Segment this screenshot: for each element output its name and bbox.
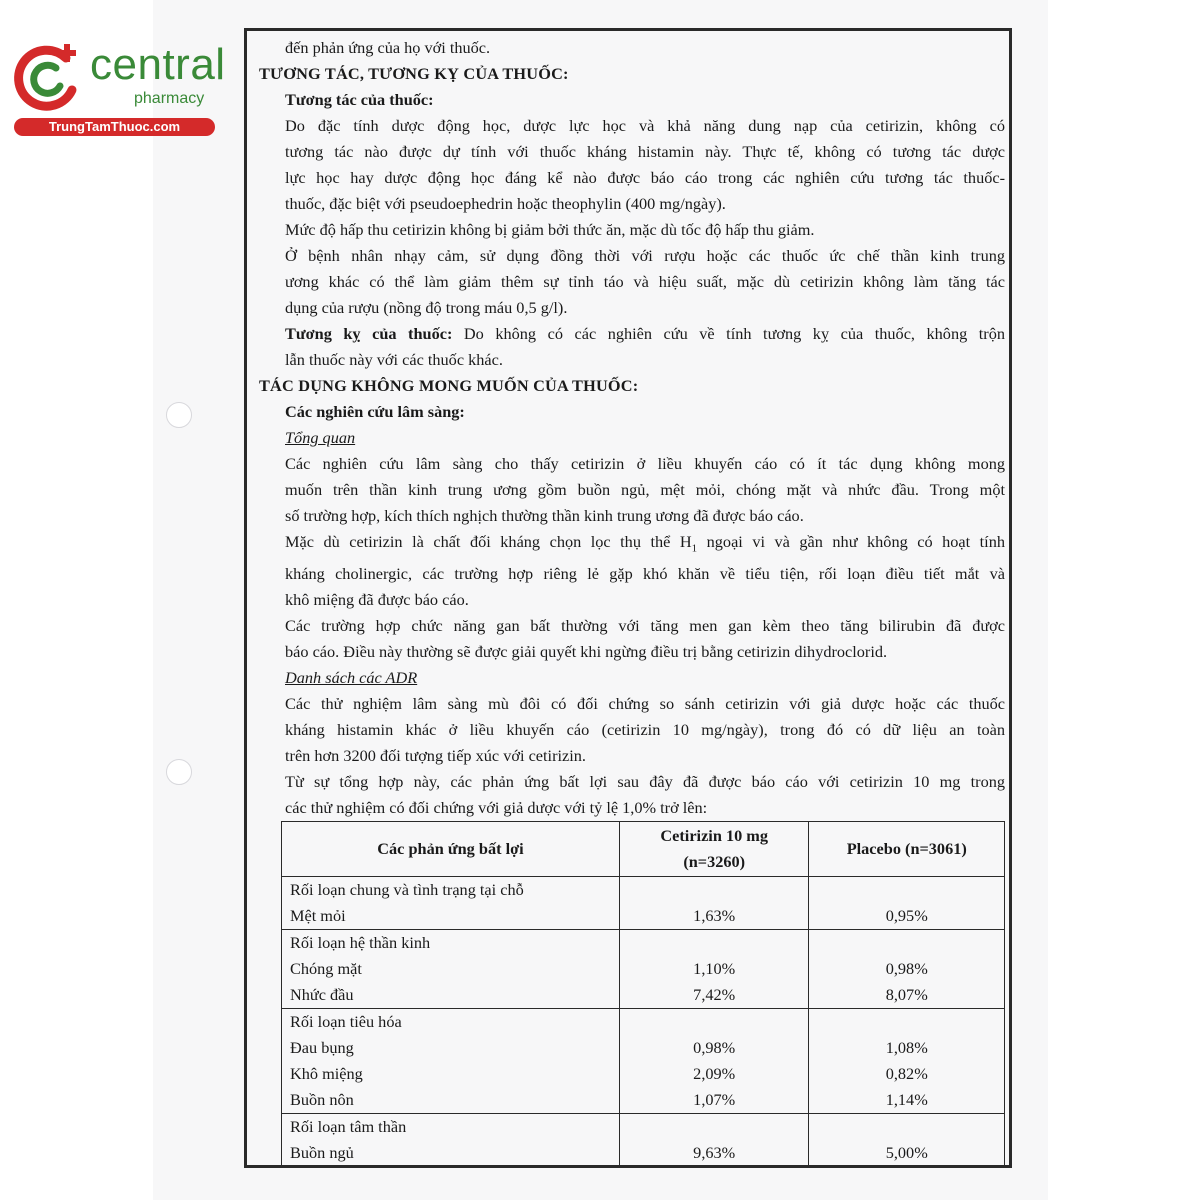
- cetirizin-value: 9,63%: [693, 1143, 736, 1162]
- placebo-value: 5,00%: [885, 1143, 928, 1162]
- text-fragment: kháng cholinergic, các trường hợp riêng lẻ gặp khó khăn về tiểu tiện, rối loạn điều tiết mắt và: [285, 564, 1005, 584]
- reaction-name: Buồn nôn: [290, 1090, 354, 1109]
- group-label: Rối loạn chung và tình trạng tại chỗ: [290, 880, 524, 899]
- section-heading: [259, 61, 1005, 87]
- binder-hole: [166, 759, 192, 785]
- spacer: [809, 1009, 1004, 1035]
- header-placebo: Placebo (n=3061): [809, 822, 1005, 877]
- text-fragment: Tổng quan: [285, 428, 356, 447]
- text-fragment: ương khác có thể làm giảm thêm sự tỉnh táo và hiệu suất, mặc dù cetirizin không làm tăng tác: [285, 272, 1005, 291]
- text-line: [259, 529, 1005, 561]
- placebo-value: 8,07%: [885, 985, 928, 1004]
- text-line: [259, 451, 1005, 477]
- document-frame: [244, 28, 1012, 1168]
- brand-name: central: [90, 40, 226, 89]
- group-label: Rối loạn tâm thần: [290, 1117, 407, 1136]
- text-line: [259, 795, 1005, 821]
- header-cetirizin: [619, 822, 809, 877]
- text-fragment: thuốc, đặc biệt với pseudoephedrin hoặc theophylin (400 mg/ngày).: [285, 194, 726, 213]
- text-fragment: báo cáo. Điều này thường sẽ được giải quyết khi ngừng điều trị bằng cetirizin dihydroclorid.: [285, 642, 888, 662]
- text-fragment: Danh sách các ADR: [285, 668, 418, 688]
- text-fragment: Do đặc tính dược động học, dược lực học và khả năng dung nạp của cetirizin, không có: [285, 116, 1005, 135]
- table-row: [282, 930, 1005, 1009]
- text-line: [259, 113, 1005, 139]
- text-line: [259, 587, 1005, 613]
- binder-hole: [166, 402, 192, 428]
- text-fragment: Các thử nghiệm lâm sàng mù đôi có đối chứng so sánh cetirizin với giả dược hoặc các thuốc: [285, 694, 1005, 714]
- text-line: [259, 269, 1005, 295]
- adr-table: [281, 821, 1005, 1167]
- subscript: 1: [691, 542, 698, 555]
- table-header-row: [282, 822, 1005, 877]
- text-fragment: Mặc dù cetirizin là chất đối kháng chọn lọc thụ thể H: [285, 532, 692, 551]
- text-line: [259, 561, 1005, 587]
- text-fragment: Các nghiên cứu lâm sàng cho thấy cetirizin ở liều khuyến cáo có ít tác dụng không mong: [285, 454, 1005, 473]
- text-line: [259, 769, 1005, 795]
- cetirizin-value: 2,09%: [693, 1064, 736, 1083]
- text-fragment: dụng của rượu (nồng độ trong máu 0,5 g/l).: [285, 298, 568, 317]
- placebo-value: 1,14%: [885, 1090, 928, 1109]
- document-body: [259, 35, 1005, 821]
- text-line: [259, 665, 1005, 691]
- header-reactions: Các phản ứng bất lợi: [282, 822, 620, 877]
- cetirizin-value: 0,98%: [693, 1038, 736, 1057]
- reaction-name: Chóng mặt: [290, 959, 362, 978]
- spacer: [809, 930, 1004, 956]
- table-row: [282, 1009, 1005, 1114]
- text-line: [259, 217, 1005, 243]
- text-fragment: kháng histamin khác ở liều khuyến cáo (cetirizin 10 mg/ngày), trong đó có dữ liệu an toàn: [285, 720, 1005, 740]
- text-fragment: Các nghiên cứu lâm sàng:: [285, 402, 465, 421]
- text-line: [259, 613, 1005, 639]
- text-line: [259, 717, 1005, 743]
- cetirizin-cell: [619, 877, 809, 930]
- placebo-value: 0,82%: [885, 1064, 928, 1083]
- text-line: [259, 165, 1005, 191]
- group-label: Rối loạn hệ thần kinh: [290, 933, 431, 952]
- header-cetirizin-n: (n=3260): [683, 852, 746, 871]
- text-fragment: TÁC DỤNG KHÔNG MONG MUỐN CỦA THUỐC:: [259, 376, 639, 395]
- placebo-value: 0,98%: [885, 959, 928, 978]
- spacer: [620, 877, 809, 903]
- spacer: [809, 877, 1004, 903]
- text-fragment: Ở bệnh nhân nhạy cảm, sử dụng đồng thời với rượu hoặc các thuốc ức chế thần kinh trung: [285, 246, 1005, 265]
- text-line: [259, 743, 1005, 769]
- brand-site: TrungTamThuoc.com: [14, 118, 215, 136]
- spacer: [620, 1114, 809, 1140]
- text-line: [259, 503, 1005, 529]
- cetirizin-value: 1,10%: [693, 959, 736, 978]
- text-line: [259, 139, 1005, 165]
- text-fragment: ngoại vi và gần như không có hoạt tính: [697, 532, 1005, 551]
- reaction-name: Khô miệng: [290, 1064, 363, 1083]
- text-fragment: khô miệng đã được báo cáo.: [285, 590, 469, 610]
- text-line: [259, 691, 1005, 717]
- reaction-cell: [282, 1114, 620, 1167]
- text-fragment: Do không có các nghiên cứu về tính tương kỵ của thuốc, không trộn: [452, 324, 1005, 343]
- brand-tagline: pharmacy: [134, 90, 205, 107]
- reaction-name: Đau bụng: [290, 1038, 354, 1057]
- reaction-cell: [282, 930, 620, 1009]
- reaction-name: Buồn ngủ: [290, 1143, 354, 1162]
- table-row: [282, 1114, 1005, 1167]
- spacer: [620, 930, 809, 956]
- cetirizin-cell: [619, 1009, 809, 1114]
- text-fragment: trên hơn 3200 đối tượng tiếp xúc với cetirizin.: [285, 746, 586, 766]
- text-line: [259, 425, 1005, 451]
- text-fragment: lực học hay dược động học đáng kể nào được báo cáo trong các nghiên cứu tương tác thuốc-: [285, 168, 1005, 187]
- cetirizin-value: 1,07%: [693, 1090, 736, 1109]
- reaction-cell: [282, 877, 620, 930]
- text-line: [259, 295, 1005, 321]
- placebo-cell: [809, 1114, 1005, 1167]
- text-line: [259, 321, 1005, 347]
- text-line: [259, 191, 1005, 217]
- cetirizin-value: 1,63%: [693, 906, 736, 925]
- text-line: [259, 639, 1005, 665]
- group-label: Rối loạn tiêu hóa: [290, 1012, 402, 1031]
- text-line: [259, 399, 1005, 425]
- placebo-value: 0,95%: [885, 906, 928, 925]
- reaction-cell: [282, 1009, 620, 1114]
- text-line: [259, 477, 1005, 503]
- text-fragment: Các trường hợp chức năng gan bất thường với tăng men gan kèm theo tăng bilirubin đã được: [285, 616, 1005, 636]
- placebo-value: 1,08%: [885, 1038, 928, 1057]
- text-fragment: muốn trên thần kinh trung ương gồm buồn ngủ, mệt mỏi, chóng mặt và nhức đầu. Trong một: [285, 480, 1005, 499]
- table-row: [282, 877, 1005, 930]
- text-fragment: lẫn thuốc này với các thuốc khác.: [285, 350, 503, 369]
- text-fragment: số trường hợp, kích thích nghịch thường thần kinh trung ương đã được báo cáo.: [285, 506, 804, 525]
- text-line: [259, 87, 1005, 113]
- cetirizin-cell: [619, 1114, 809, 1167]
- placebo-cell: [809, 1009, 1005, 1114]
- spacer: [620, 1009, 809, 1035]
- central-pharmacy-logo: [10, 38, 226, 138]
- text-line: [259, 35, 1005, 61]
- pharmacy-cross-icon: [10, 38, 90, 118]
- text-line: [259, 243, 1005, 269]
- text-fragment: các thử nghiệm có đối chứng với giả dược với tỷ lệ 1,0% trở lên:: [285, 798, 708, 818]
- text-fragment: Từ sự tổng hợp này, các phản ứng bất lợi sau đây đã được báo cáo với cetirizin 10 mg trong: [285, 772, 1005, 792]
- text-fragment: TƯƠNG TÁC, TƯƠNG KỴ CỦA THUỐC:: [259, 64, 569, 83]
- inline-label: Tương kỵ của thuốc:: [285, 324, 453, 343]
- cetirizin-cell: [619, 930, 809, 1009]
- header-cetirizin-dose: Cetirizin 10 mg: [660, 826, 768, 845]
- section-heading: [259, 373, 1005, 399]
- spacer: [809, 1114, 1004, 1140]
- text-line: [259, 347, 1005, 373]
- text-fragment: tương tác nào được dự tính với thuốc kháng histamin này. Thực tế, không có tương tác dược: [285, 142, 1005, 161]
- reaction-name: Mệt mỏi: [290, 906, 346, 925]
- adr-table-body: [282, 877, 1005, 1167]
- placebo-cell: [809, 930, 1005, 1009]
- placebo-cell: [809, 877, 1005, 930]
- text-fragment: đến phản ứng của họ với thuốc.: [285, 38, 491, 57]
- cetirizin-value: 7,42%: [693, 985, 736, 1004]
- text-fragment: Tương tác của thuốc:: [285, 90, 434, 109]
- text-fragment: Mức độ hấp thu cetirizin không bị giảm bởi thức ăn, mặc dù tốc độ hấp thu giảm.: [285, 220, 815, 239]
- reaction-name: Nhức đầu: [290, 985, 354, 1004]
